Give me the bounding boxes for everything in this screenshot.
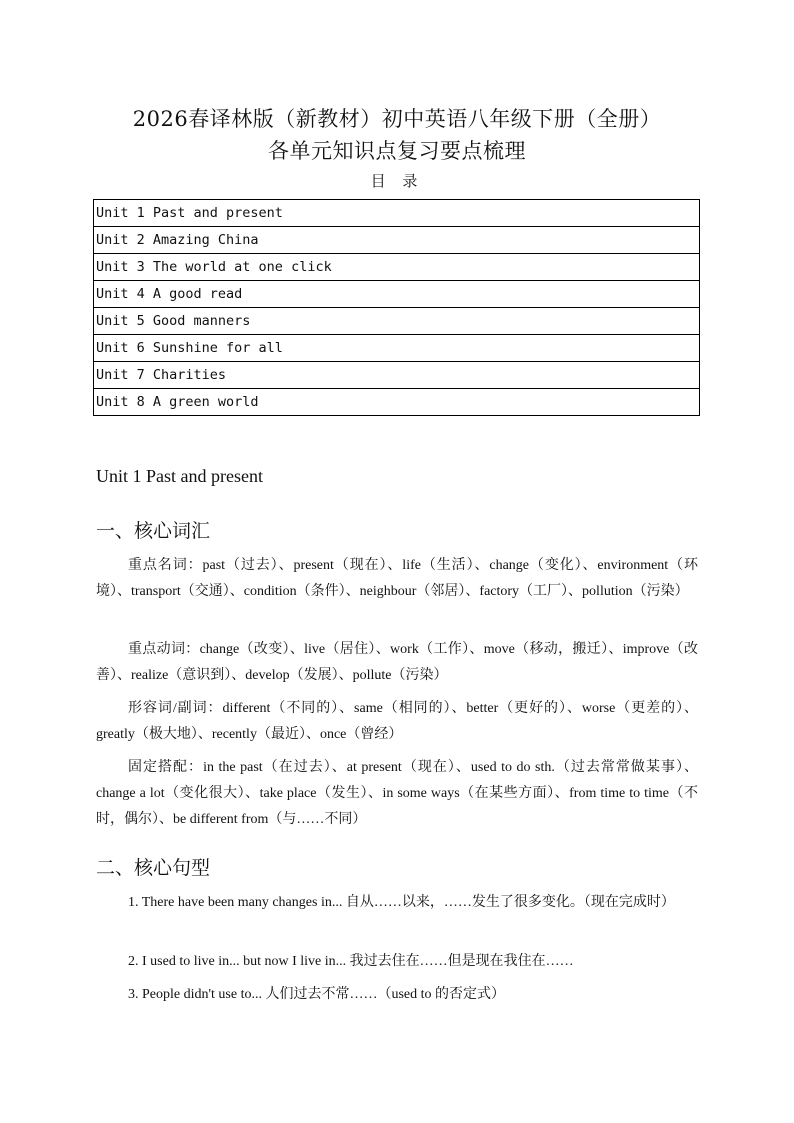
sentence-item: 3. People didn't use to... 人们过去不常……（used to 的否定式） — [128, 987, 506, 1002]
paragraph-adjectives: 形容词/副词：different（不同的）、same（相同的）、better（更好的）、worse（更差的）、greatly（极大地）、recently（最近）、once（曾经） — [96, 701, 698, 742]
section-heading-sentences: 二、核心句型 — [96, 857, 211, 879]
toc-row — [94, 389, 700, 416]
toc-entry: Unit 1 Past and present — [94, 200, 700, 227]
sentence-item: 2. I used to live in... but now I live in... 我过去住在……但是现在我住在…… — [128, 954, 574, 969]
toc-entry: Unit 2 Amazing China — [94, 227, 700, 254]
paragraph-verbs: 重点动词：change（改变）、live（居住）、work（工作）、move（移动，搬迁）、improve（改善）、realize（意识到）、develop（发展）、pollute（污染） — [96, 642, 698, 683]
toc-row — [94, 200, 700, 227]
sentence-item: 1. There have been many changes in... 自从……以来，……发生了很多变化。（现在完成时） — [128, 895, 675, 910]
toc-heading: 目 录 — [370, 172, 424, 190]
toc-entry: Unit 5 Good manners — [94, 308, 700, 335]
toc-table — [93, 199, 700, 416]
document-title: 2026春译林版（新教材）初中英语八年级下册（全册） — [132, 107, 662, 131]
toc-row — [94, 227, 700, 254]
toc-entry: Unit 3 The world at one click — [94, 254, 700, 281]
paragraph-phrases: 固定搭配：in the past（在过去）、at present（现在）、used to do sth.（过去常常做某事）、change a lot（变化很大）、take place（发生）、in some ways（在某些方面）、from time to time（不时，偶尔）、be different from（与……不同） — [96, 760, 698, 827]
toc-row — [94, 308, 700, 335]
toc-entry: Unit 7 Charities — [94, 362, 700, 389]
toc-row — [94, 281, 700, 308]
toc-entry: Unit 4 A good read — [94, 281, 700, 308]
unit-heading: Unit 1 Past and present — [96, 466, 263, 486]
section-heading-vocabulary: 一、核心词汇 — [96, 520, 211, 542]
toc-row — [94, 254, 700, 281]
document-subtitle: 各单元知识点复习要点梳理 — [268, 139, 526, 163]
toc-row — [94, 362, 700, 389]
toc-entry: Unit 8 A green world — [94, 389, 700, 416]
toc-entry: Unit 6 Sunshine for all — [94, 335, 700, 362]
toc-row — [94, 335, 700, 362]
paragraph-nouns: 重点名词：past（过去）、present（现在）、life（生活）、change（变化）、environment（环境）、transport（交通）、condition（条件）、neighbour（邻居）、factory（工厂）、pollution（污染） — [96, 558, 698, 599]
